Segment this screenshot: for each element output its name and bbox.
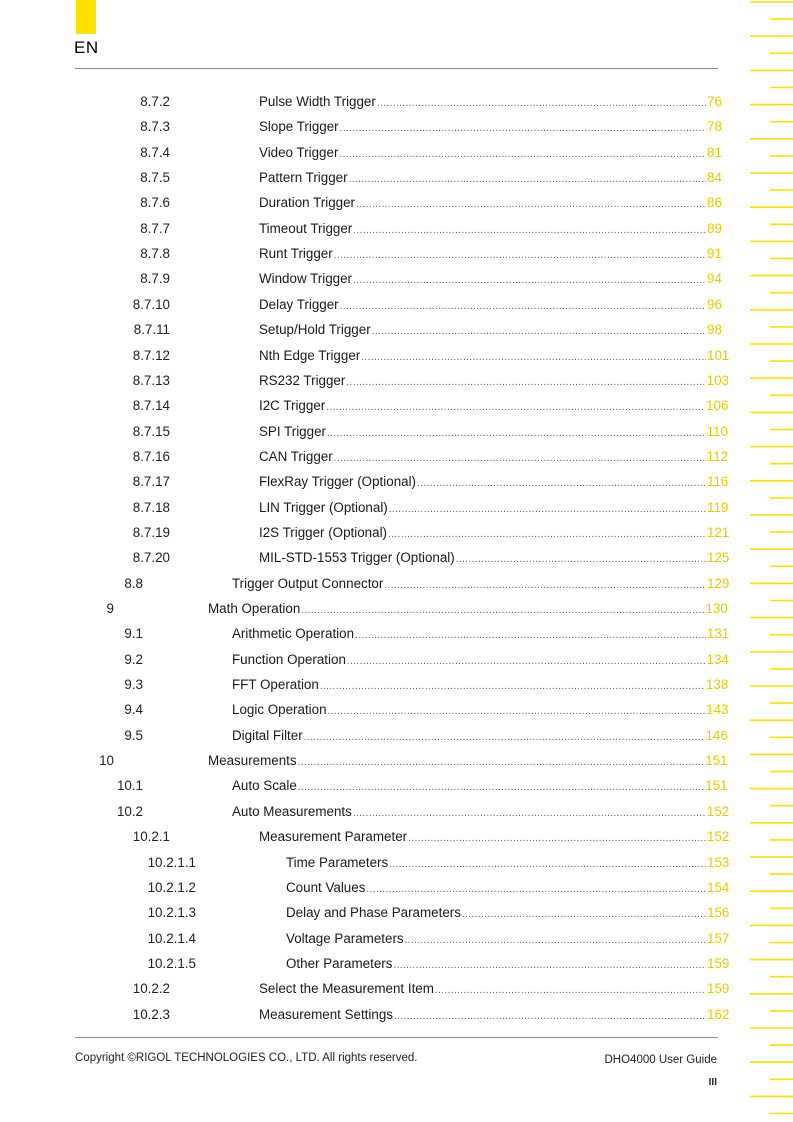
toc-page-link[interactable]: 110	[706, 423, 728, 439]
toc-section-number: 10.2	[116, 803, 143, 819]
toc-entry[interactable]	[259, 824, 730, 851]
side-ruler-decoration	[748, 0, 793, 1122]
toc-entry[interactable]	[259, 241, 722, 268]
toc-title[interactable]: Trigger Output Connector	[232, 575, 384, 591]
toc-entry[interactable]	[259, 190, 722, 217]
header-divider	[75, 68, 718, 69]
toc-row[interactable]	[0, 89, 793, 114]
guide-title: DHO4000 User Guide	[604, 1054, 717, 1066]
toc-row[interactable]	[0, 292, 793, 317]
toc-page-link[interactable]: 162	[707, 1006, 730, 1022]
toc-row[interactable]	[0, 114, 793, 139]
toc-leader-dots	[339, 142, 706, 167]
toc-title[interactable]: Digital Filter	[232, 727, 303, 743]
toc-title[interactable]: Count Values	[286, 879, 366, 895]
toc-entry[interactable]	[259, 495, 729, 522]
toc-row[interactable]	[0, 672, 793, 697]
toc-leader-dots	[405, 928, 706, 953]
toc-leader-dots	[456, 547, 706, 572]
toc-section-number: 8.7.2	[140, 94, 170, 109]
toc-section-number: 8.7.15	[132, 423, 170, 439]
toc-title[interactable]: Measurements	[208, 753, 297, 769]
toc-leader-dots	[372, 319, 706, 344]
toc-leader-dots	[349, 167, 706, 192]
toc-page-link[interactable]: 153	[707, 854, 730, 870]
toc-page-link[interactable]: 138	[705, 677, 729, 693]
toc-title[interactable]: Duration Trigger	[259, 195, 356, 211]
toc-section-number: 8.7.8	[140, 246, 170, 262]
toc-entry[interactable]	[208, 748, 728, 775]
toc-title[interactable]: CAN Trigger	[259, 448, 333, 464]
toc-section-number: 8.7.3	[140, 119, 170, 135]
toc-title[interactable]: Pattern Trigger	[259, 170, 348, 186]
toc-page-link[interactable]: 94	[707, 271, 722, 287]
toc-section-number: 8.7.18	[132, 499, 170, 515]
toc-row[interactable]	[0, 799, 793, 824]
toc-title[interactable]: SPI Trigger	[259, 423, 326, 439]
toc-page-link[interactable]: 106	[706, 398, 729, 414]
toc-title[interactable]: Setup/Hold Trigger	[259, 322, 371, 338]
toc-page-link[interactable]: 134	[706, 651, 729, 667]
toc-entry[interactable]	[259, 393, 729, 420]
toc-row[interactable]	[0, 773, 793, 798]
toc-page-link[interactable]: 112	[706, 448, 729, 464]
toc-section-number: 8.7.17	[132, 474, 170, 490]
toc-row[interactable]	[0, 621, 793, 646]
toc-entry[interactable]	[286, 951, 730, 978]
toc-entry[interactable]	[232, 799, 730, 826]
toc-section-number: 8.7.19	[132, 524, 170, 540]
toc-row[interactable]	[0, 495, 793, 520]
toc-title[interactable]: Delay Trigger	[259, 296, 339, 312]
toc-page-link[interactable]: 119	[707, 499, 729, 515]
toc-entry[interactable]	[232, 672, 729, 699]
toc-title[interactable]: Measurement Parameter	[259, 829, 408, 845]
toc-entry[interactable]	[259, 317, 722, 344]
toc-entry[interactable]	[286, 900, 730, 927]
toc-entry[interactable]	[259, 89, 722, 116]
toc-entry[interactable]	[259, 1002, 730, 1029]
toc-page-link[interactable]: 129	[707, 575, 730, 591]
toc-page-link[interactable]: 154	[707, 879, 730, 895]
toc-page-link[interactable]: 86	[707, 195, 722, 211]
toc-page-link[interactable]: 121	[707, 524, 730, 540]
toc-page-link[interactable]: 103	[706, 372, 729, 388]
toc-row[interactable]	[0, 824, 793, 849]
toc-page-link[interactable]: 89	[707, 220, 722, 236]
toc-page-link[interactable]: 151	[705, 753, 728, 769]
toc-entry[interactable]	[232, 647, 729, 674]
toc-row[interactable]	[0, 190, 793, 215]
toc-entry[interactable]	[259, 368, 729, 395]
toc-row[interactable]	[0, 926, 793, 951]
toc-leader-dots	[366, 877, 706, 902]
language-tab-marker	[76, 0, 96, 34]
toc-entry[interactable]	[259, 292, 722, 319]
toc-title[interactable]: Math Operation	[208, 601, 301, 616]
toc-title[interactable]: FFT Operation	[232, 677, 319, 693]
toc-section-number: 8.7.14	[132, 398, 170, 414]
toc-page-link[interactable]: 96	[707, 296, 722, 312]
toc-row[interactable]	[0, 317, 793, 342]
toc-page-link[interactable]: 76	[707, 94, 722, 109]
toc-section-number: 8.7.20	[132, 550, 170, 566]
toc-page-link[interactable]: 91	[707, 246, 722, 262]
toc-page-link[interactable]: 116	[707, 474, 729, 490]
toc-title[interactable]: Video Trigger	[259, 144, 339, 160]
toc-title[interactable]: LIN Trigger (Optional)	[259, 499, 388, 515]
toc-row[interactable]	[0, 900, 793, 925]
toc-page-link[interactable]: 78	[707, 119, 722, 135]
toc-leader-dots	[326, 395, 705, 420]
toc-title[interactable]: Arithmetic Operation	[232, 626, 355, 642]
toc-entry[interactable]	[232, 571, 730, 598]
toc-row[interactable]	[0, 419, 793, 444]
toc-leader-dots	[301, 598, 704, 623]
toc-title[interactable]: Timeout Trigger	[259, 220, 353, 236]
toc-leader-dots	[298, 775, 705, 800]
toc-leader-dots	[334, 446, 706, 471]
toc-row[interactable]	[0, 850, 793, 875]
toc-section-number: 8.7.10	[132, 296, 170, 312]
toc-leader-dots	[355, 623, 706, 648]
toc-title[interactable]: Voltage Parameters	[286, 930, 404, 946]
toc-leader-dots	[353, 218, 706, 243]
toc-leader-dots	[384, 573, 706, 598]
toc-entry[interactable]	[259, 520, 730, 547]
toc-leader-dots	[327, 421, 706, 446]
toc-entry[interactable]	[232, 697, 729, 724]
toc-entry[interactable]	[259, 976, 730, 1003]
toc-section-number: 10.2.1.3	[147, 905, 196, 921]
toc-leader-dots	[340, 116, 706, 141]
toc-entry[interactable]	[232, 723, 728, 750]
toc-leader-dots	[462, 902, 706, 927]
toc-entry[interactable]	[259, 216, 722, 243]
toc-row[interactable]	[0, 571, 793, 596]
toc-row[interactable]	[0, 368, 793, 393]
toc-row[interactable]	[0, 266, 793, 291]
toc-entry[interactable]	[259, 545, 730, 572]
toc-section-number: 10.1	[116, 778, 143, 794]
toc-section-number: 8.7.4	[140, 144, 170, 160]
toc-row[interactable]	[0, 520, 793, 545]
toc-page-link[interactable]: 152	[706, 803, 730, 819]
toc-section-number: 8.7.6	[140, 195, 170, 211]
toc-entry[interactable]	[286, 850, 730, 877]
toc-row[interactable]	[0, 140, 793, 165]
toc-page-link[interactable]: 130	[705, 601, 728, 616]
toc-page-link[interactable]: 159	[707, 955, 730, 971]
toc-page-link[interactable]: 101	[707, 347, 730, 363]
toc-section-number: 9.2	[124, 651, 143, 667]
toc-row[interactable]	[0, 647, 793, 672]
toc-section-number: 10.2.1.1	[147, 854, 196, 870]
toc-title[interactable]: Select the Measurement Item	[259, 981, 434, 997]
toc-title[interactable]: Function Operation	[232, 651, 346, 667]
toc-leader-dots	[389, 852, 706, 877]
toc-row[interactable]	[0, 951, 793, 976]
toc-leader-dots	[361, 345, 706, 370]
toc-entry[interactable]	[259, 266, 722, 293]
toc-title[interactable]: Other Parameters	[286, 955, 393, 971]
toc-title[interactable]: Logic Operation	[232, 702, 327, 718]
toc-section-number: 8.7.9	[140, 271, 170, 287]
language-label: EN	[74, 38, 99, 57]
toc-title[interactable]: Measurement Settings	[259, 1006, 393, 1022]
toc-row[interactable]	[0, 343, 793, 368]
toc-leader-dots	[340, 294, 706, 319]
toc-leader-dots	[298, 750, 705, 775]
toc-entry[interactable]	[232, 773, 728, 800]
toc-row[interactable]	[0, 875, 793, 900]
toc-section-number: 8.7.16	[132, 448, 170, 464]
toc-title[interactable]: Pulse Width Trigger	[259, 94, 376, 109]
toc-title[interactable]: Time Parameters	[286, 854, 389, 870]
toc-entry[interactable]	[259, 343, 730, 370]
toc-page-link[interactable]: 131	[706, 626, 730, 642]
toc-page-link[interactable]: 143	[706, 702, 729, 718]
toc-title[interactable]: MIL-STD-1553 Trigger (Optional)	[259, 550, 455, 566]
toc-section-number: 10.2.2	[132, 981, 170, 997]
toc-leader-dots	[346, 370, 705, 395]
toc-section-number: 9.5	[124, 727, 143, 743]
toc-title[interactable]: FlexRay Trigger (Optional)	[259, 474, 417, 490]
toc-row[interactable]	[0, 216, 793, 241]
toc-page-link[interactable]: 151	[705, 778, 728, 794]
toc-leader-dots	[388, 522, 706, 547]
toc-title[interactable]: RS232 Trigger	[259, 372, 346, 388]
toc-page-link[interactable]: 146	[705, 727, 728, 743]
toc-leader-dots	[394, 1004, 706, 1029]
toc-section-number: 10.2.1.5	[147, 955, 196, 971]
toc-page-link[interactable]: 81	[707, 144, 722, 160]
toc-row[interactable]	[0, 748, 793, 773]
toc-section-number: 10.2.3	[132, 1006, 170, 1022]
toc-section-number: 10	[99, 753, 114, 769]
toc-section-number: 8.8	[124, 575, 143, 591]
toc-leader-dots	[389, 497, 706, 522]
toc-leader-dots	[328, 699, 706, 724]
toc-leader-dots	[417, 471, 706, 496]
toc-title[interactable]: Slope Trigger	[259, 119, 339, 135]
toc-leader-dots	[304, 725, 705, 750]
toc-row[interactable]	[0, 444, 793, 469]
toc-section-number: 8.7.7	[140, 220, 170, 236]
toc-section-number: 10.2.1.4	[147, 930, 196, 946]
toc-leader-dots	[320, 674, 705, 699]
toc-page-link[interactable]: 84	[707, 170, 722, 186]
toc-row[interactable]	[0, 697, 793, 722]
toc-entry[interactable]	[259, 114, 722, 141]
toc-entry[interactable]	[286, 926, 730, 953]
toc-section-number: 8.7.5	[140, 170, 170, 186]
toc-leader-dots	[356, 192, 706, 217]
toc-page-link[interactable]: 159	[707, 981, 730, 997]
toc-section-number: 9.4	[124, 702, 143, 718]
toc-leader-dots	[334, 243, 706, 268]
toc-entry[interactable]	[259, 469, 729, 496]
toc-title[interactable]: Auto Measurements	[232, 803, 352, 819]
toc-page-link[interactable]: 157	[707, 930, 730, 946]
toc-row[interactable]	[0, 1002, 793, 1027]
toc-title[interactable]: Auto Scale	[232, 778, 297, 794]
copyright-text: Copyright ©RIGOL TECHNOLOGIES CO., LTD. All rights reserved.	[75, 1052, 418, 1064]
toc-entry[interactable]	[259, 444, 729, 471]
toc-entry[interactable]	[259, 419, 728, 446]
toc-leader-dots	[347, 649, 706, 674]
toc-entry[interactable]	[259, 165, 722, 192]
toc-section-number: 9	[106, 601, 114, 616]
toc-leader-dots	[393, 953, 706, 978]
toc-row[interactable]	[0, 596, 793, 621]
toc-row[interactable]	[0, 976, 793, 1001]
toc-section-number: 10.2.1.2	[147, 879, 196, 895]
toc-section-number: 8.7.13	[132, 372, 170, 388]
toc-title[interactable]: Runt Trigger	[259, 246, 333, 262]
toc-leader-dots	[353, 801, 706, 826]
toc-entry[interactable]	[232, 621, 730, 648]
toc-page-link[interactable]: 152	[707, 829, 730, 845]
toc-leader-dots	[353, 268, 706, 293]
toc-title[interactable]: Delay and Phase Parameters	[286, 905, 461, 921]
toc-title[interactable]: Nth Edge Trigger	[259, 347, 361, 363]
toc-section-number: 10.2.1	[132, 829, 170, 845]
toc-row[interactable]	[0, 241, 793, 266]
toc-entry[interactable]	[259, 140, 722, 167]
toc-leader-dots	[435, 978, 706, 1003]
toc-title[interactable]: I2S Trigger (Optional)	[259, 524, 388, 540]
toc-row[interactable]	[0, 469, 793, 494]
toc-section-number: 9.3	[124, 677, 143, 693]
toc-row[interactable]	[0, 545, 793, 570]
toc-section-number: 8.7.11	[133, 322, 170, 338]
toc-page-link[interactable]: 125	[707, 550, 730, 566]
toc-section-number: 9.1	[124, 626, 143, 642]
toc-entry[interactable]	[208, 596, 728, 623]
toc-row[interactable]	[0, 723, 793, 748]
toc-entry[interactable]	[286, 875, 730, 902]
page-number: III	[708, 1077, 717, 1088]
toc-row[interactable]	[0, 165, 793, 190]
toc-leader-dots	[408, 826, 706, 851]
toc-title[interactable]: I2C Trigger	[259, 398, 326, 414]
toc-page-link[interactable]: 98	[707, 322, 722, 338]
toc-title[interactable]: Window Trigger	[259, 271, 353, 287]
toc-leader-dots	[377, 91, 706, 116]
toc-row[interactable]	[0, 393, 793, 418]
toc-page-link[interactable]: 156	[707, 905, 730, 921]
footer-divider	[75, 1037, 718, 1038]
toc-section-number: 8.7.12	[132, 347, 170, 363]
